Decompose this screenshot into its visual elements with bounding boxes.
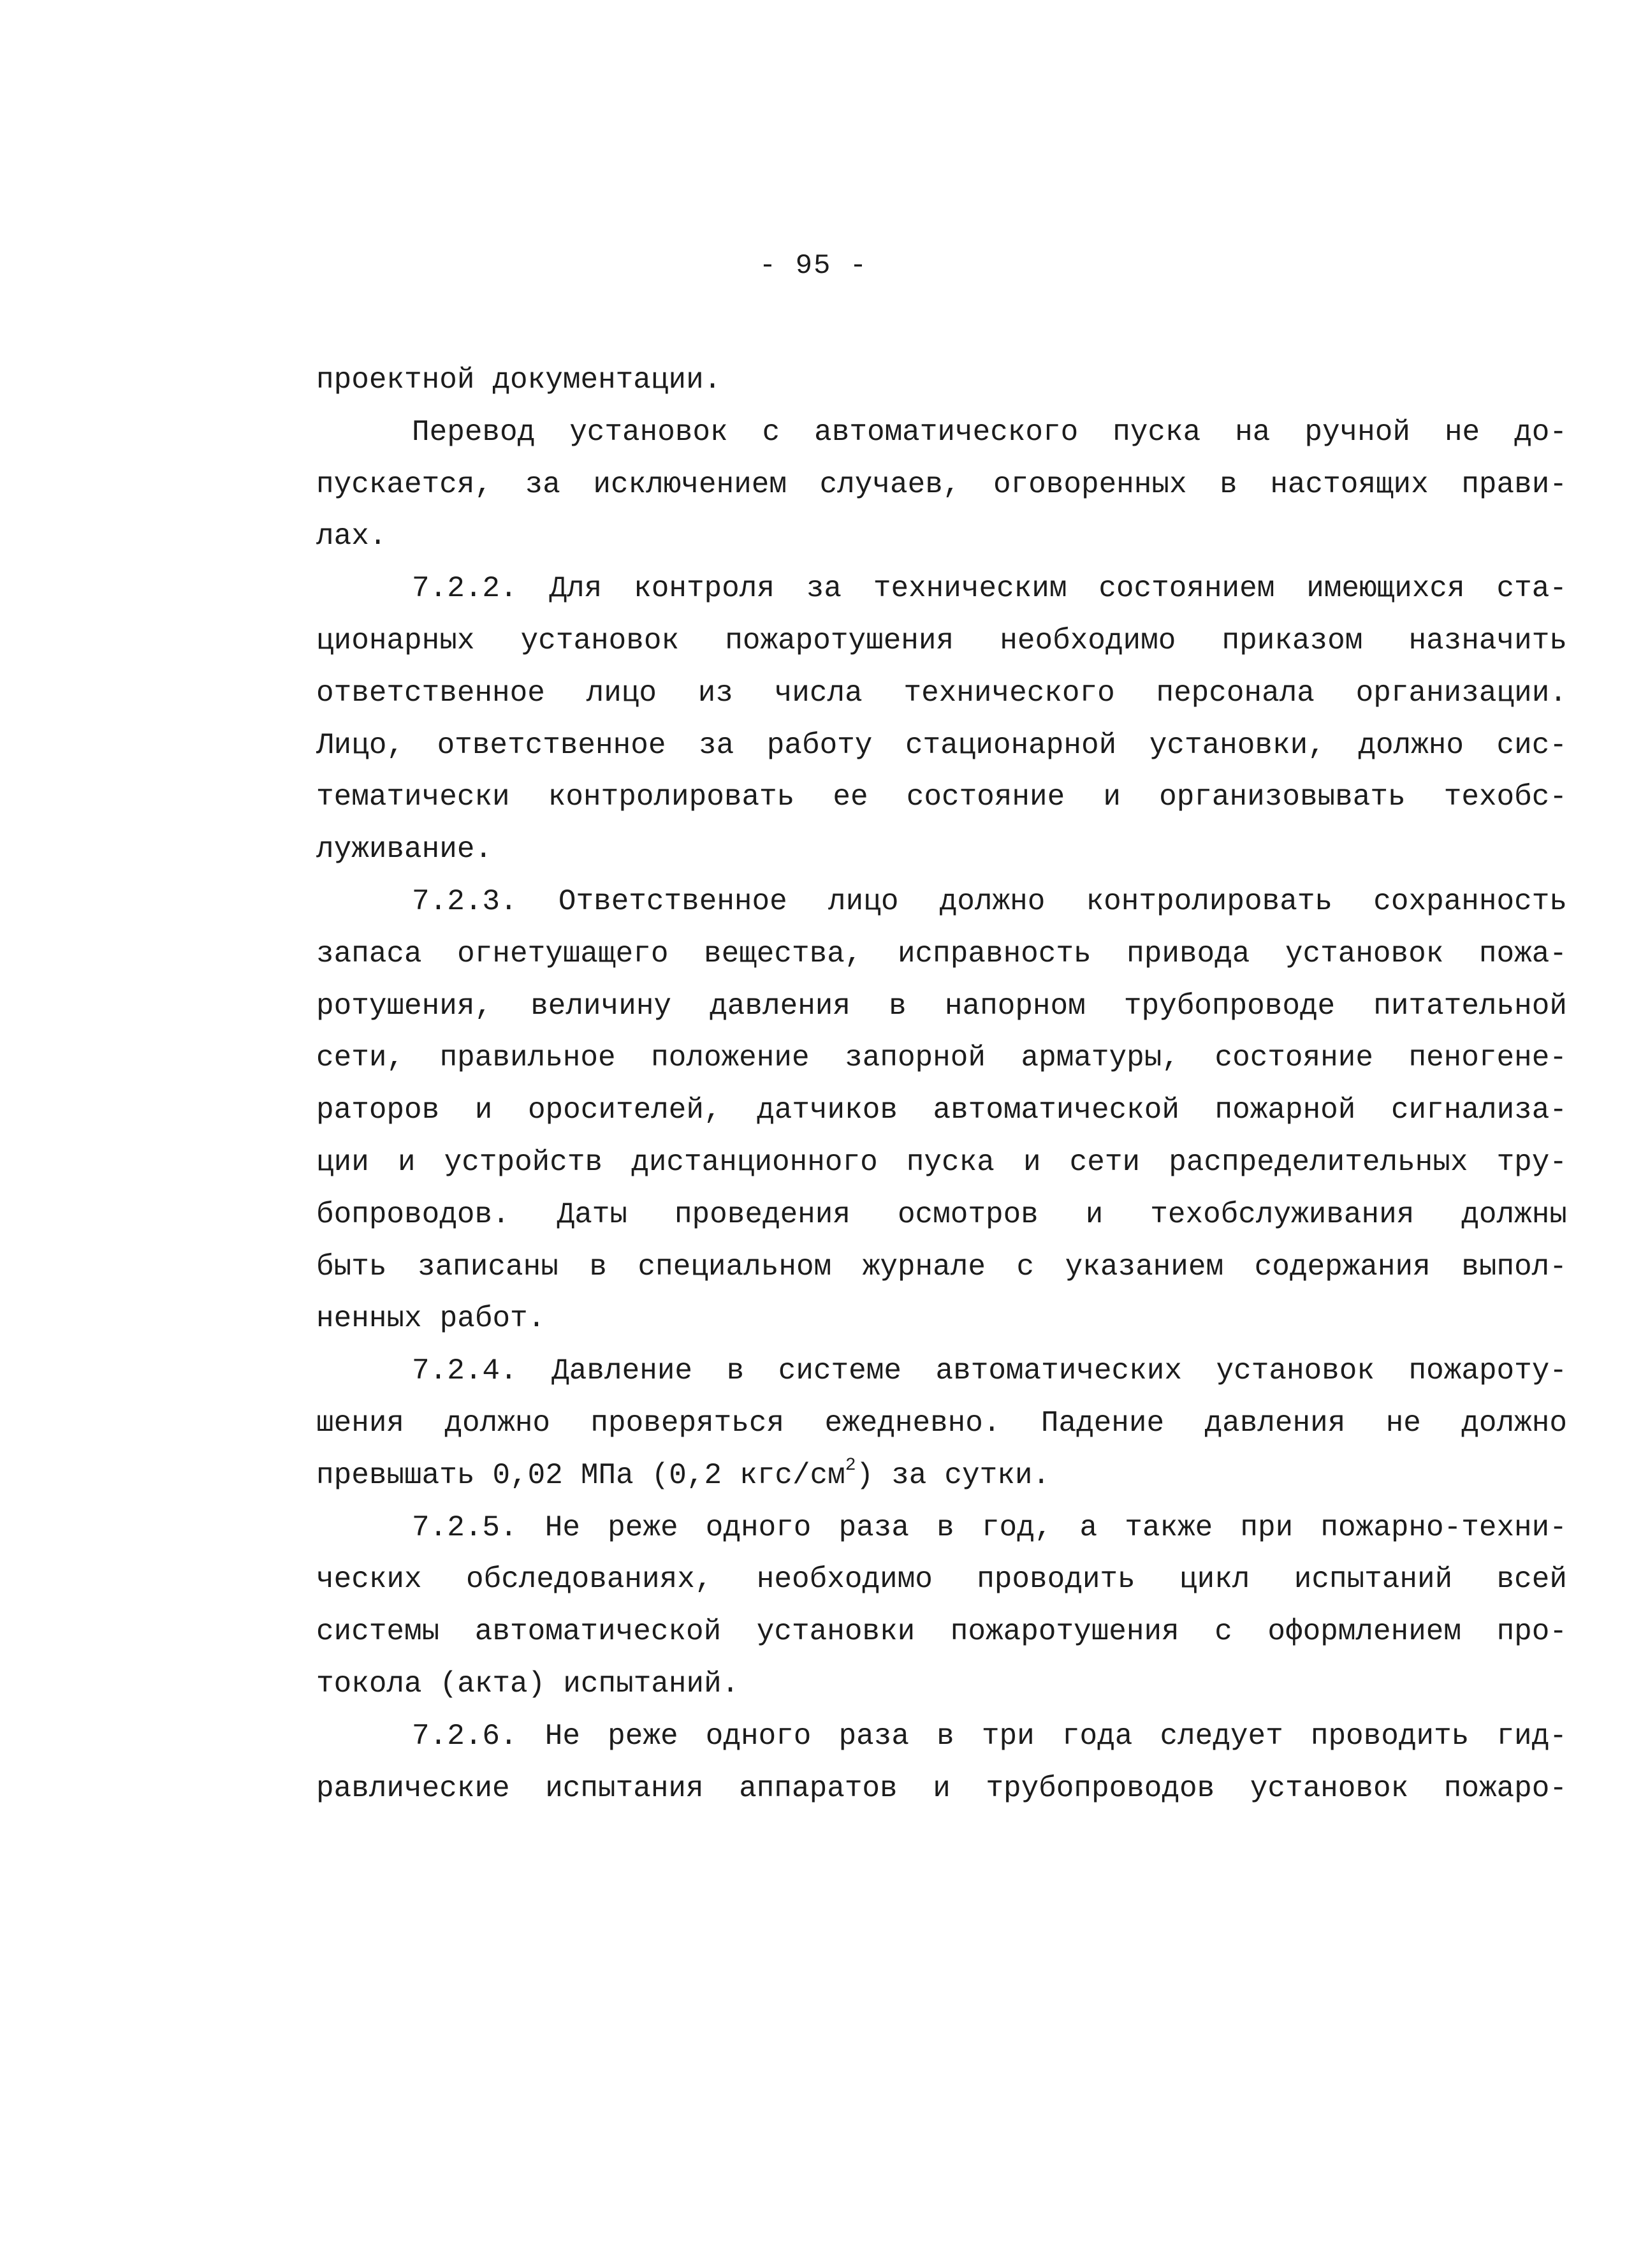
text-line: токола (акта) испытаний. xyxy=(316,1667,740,1701)
text-line: ненных работ. xyxy=(316,1302,546,1336)
text-line: раторов и оросителей, датчиков автоматической пожарной сигнализа- xyxy=(316,1094,1567,1127)
text-line: ции и устройств дистанционного пуска и сети распределительных тру- xyxy=(316,1145,1567,1179)
text-line: 7.2.2. Для контроля за техническим состоянием имеющихся ста- xyxy=(412,572,1567,606)
text-line: запаса огнетушащего вещества, исправность привода установок пожа- xyxy=(316,937,1567,970)
text-line: превышать 0,02 МПа (0,2 кгс/$см^2$) за сутки. xyxy=(316,1456,1051,1492)
text-line: ционарных установок пожаротушения необходимо приказом назначить xyxy=(316,624,1567,657)
text-line: ротушения, величину давления в напорном трубопроводе питательной xyxy=(316,989,1567,1023)
text-line: 7.2.4. Давление в системе автоматических установок пожароту- xyxy=(412,1354,1567,1388)
page-number: - 95 - xyxy=(759,250,868,282)
text-line: сети, правильное положение запорной арматуры, состояние пеногене- xyxy=(316,1041,1567,1075)
text-line: луживание. xyxy=(316,833,493,867)
text-line: проектной документации. xyxy=(316,363,722,397)
text-line: быть записаны в специальном журнале с указанием содержания выпол- xyxy=(316,1250,1567,1284)
document-body xyxy=(316,355,1567,1815)
text-line: ческих обследованиях, необходимо проводить цикл испытаний всей xyxy=(316,1563,1567,1597)
text-line: лах. xyxy=(316,520,387,553)
text-line: 7.2.6. Не реже одного раза в три года следует проводить гид- xyxy=(412,1719,1567,1753)
text-line: Перевод установок с автоматического пуска на ручной не до- xyxy=(412,415,1567,449)
text-line: тематически контролировать ее состояние и организовывать техобс- xyxy=(316,780,1567,814)
text-line: 7.2.5. Не реже одного раза в год, а также при пожарно-техни- xyxy=(412,1511,1567,1544)
text-line: шения должно проверяться ежедневно. Падение давления не должно xyxy=(316,1406,1567,1440)
text-line: системы автоматической установки пожаротушения с оформлением про- xyxy=(316,1615,1567,1649)
text-line: ответственное лицо из числа технического персонала организации. xyxy=(316,676,1567,710)
text-line: равлические испытания аппаратов и трубопроводов установок пожаро- xyxy=(316,1771,1567,1805)
text-line: 7.2.3. Ответственное лицо должно контролировать сохранность xyxy=(412,884,1567,918)
text-line: пускается, за исключением случаев, оговоренных в настоящих прави- xyxy=(316,467,1567,501)
text-line: Лицо, ответственное за работу стационарной установки, должно сис- xyxy=(316,728,1567,762)
text-line: бопроводов. Даты проведения осмотров и техобслуживания должны xyxy=(316,1197,1567,1231)
